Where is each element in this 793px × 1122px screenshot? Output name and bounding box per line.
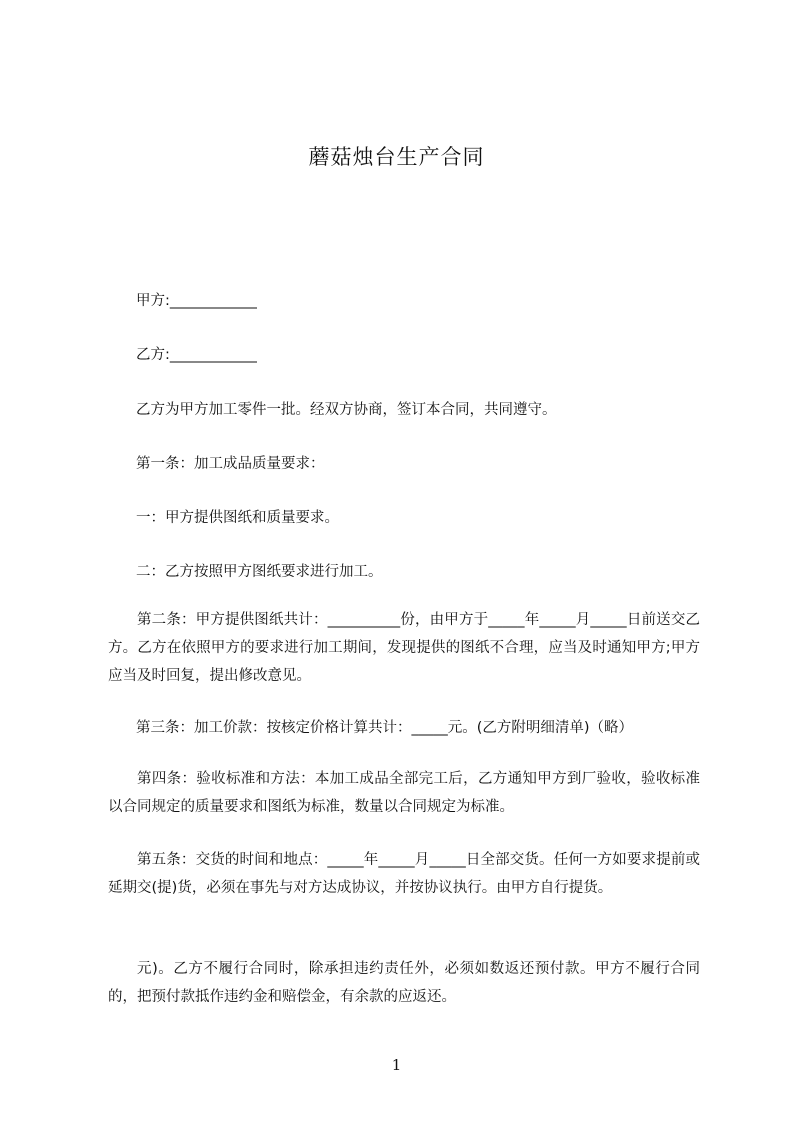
page-number: 1 [391, 1056, 402, 1074]
article-5-paragraph: 第五条：交货的时间和地点：_____年_____月_____日全部交货。任何一方如要求提前或延期交(提)货，必须在事先与对方达成协议，并按协议执行。由甲方自行提货。 [108, 852, 700, 896]
party-b-line: 乙方:____________ [136, 347, 257, 363]
article-3-paragraph: 第三条：加工价款：按核定价格计算共计：_____元。(乙方附明细清单)（略） [136, 720, 634, 736]
article-4-paragraph: 第四条：验收标准和方法：本加工成品全部完工后，乙方通知甲方到厂验收，验收标准以合同规定的质量要求和图纸为标准，数量以合同规定为标准。 [108, 771, 700, 815]
article-1-item-2: 二：乙方按照甲方图纸要求进行加工。 [136, 564, 383, 580]
document-title: 蘑菇烛台生产合同 [308, 145, 485, 169]
article-2-paragraph: 第二条：甲方提供图纸共计：__________份，由甲方于_____年_____月_____日前送交乙方。乙方在依照甲方的要求进行加工期间，发现提供的图纸不合理，应当及时通知甲方;甲方应当及时回复，提出修改意见。 [108, 612, 700, 684]
intro-paragraph: 乙方为甲方加工零件一批。经双方协商，签订本合同，共同遵守。 [136, 402, 557, 418]
party-a-line: 甲方:____________ [136, 293, 257, 309]
article-1-item-1: 一：甲方提供图纸和质量要求。 [136, 510, 339, 526]
article-1-heading: 第一条：加工成品质量要求： [136, 456, 325, 472]
article-continuation-paragraph: 元)。乙方不履行合同时，除承担违约责任外，必须如数返还预付款。甲方不履行合同的，把预付款抵作违约金和赔偿金，有余款的应返还。 [108, 961, 700, 1005]
